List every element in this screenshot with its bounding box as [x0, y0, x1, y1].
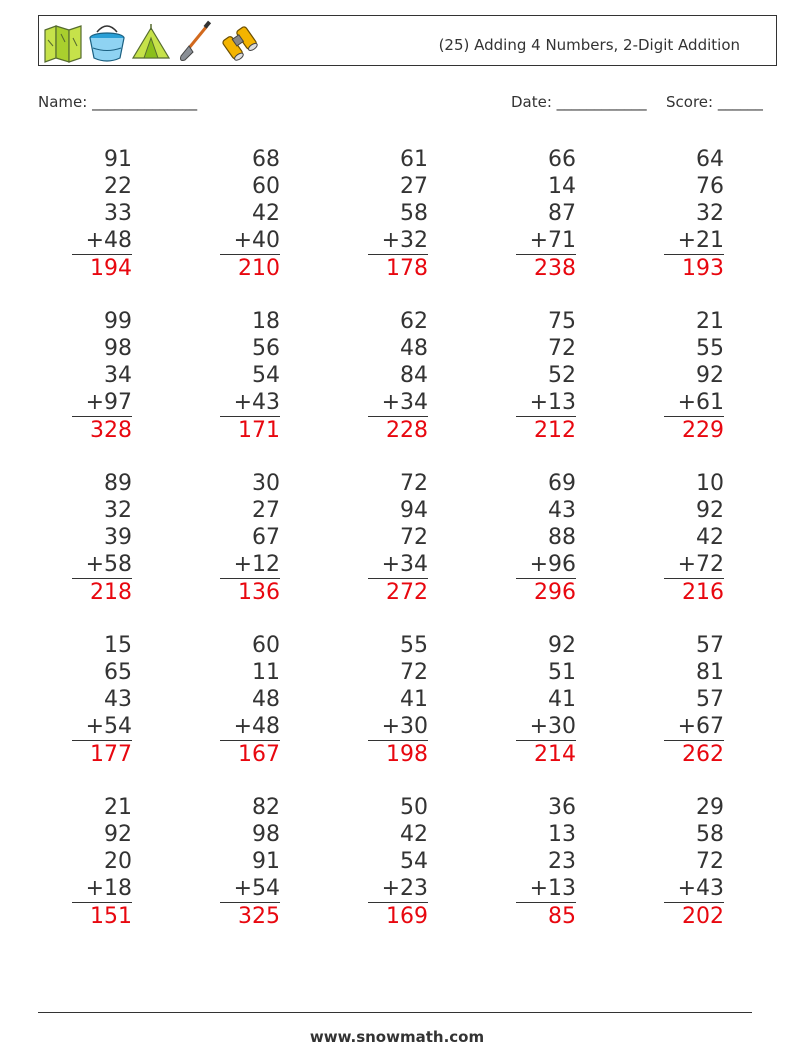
addend-4: +67	[664, 713, 724, 741]
addend-1: 75	[548, 309, 576, 334]
addend-1: 29	[696, 795, 724, 820]
addend-1: 18	[252, 309, 280, 334]
addend-2: 81	[696, 660, 724, 685]
answer: 238	[534, 256, 576, 281]
answer: 169	[386, 904, 428, 929]
addend-2: 43	[548, 498, 576, 523]
addend-2: 98	[104, 336, 132, 361]
addend-4: +30	[516, 713, 576, 741]
addend-2: 72	[400, 660, 428, 685]
addend-4: +21	[664, 227, 724, 255]
answer: 214	[534, 742, 576, 767]
addend-3: 72	[696, 849, 724, 874]
addend-2: 11	[252, 660, 280, 685]
addend-1: 68	[252, 147, 280, 172]
addition-problem	[516, 470, 576, 606]
answer: 210	[238, 256, 280, 281]
addend-3: 92	[696, 363, 724, 388]
addend-3: 91	[252, 849, 280, 874]
answer: 136	[238, 580, 280, 605]
addend-4: +18	[72, 875, 132, 903]
addend-2: 76	[696, 174, 724, 199]
addend-4: +48	[72, 227, 132, 255]
addend-3: 67	[252, 525, 280, 550]
addend-1: 99	[104, 309, 132, 334]
addend-2: 55	[696, 336, 724, 361]
addend-1: 21	[104, 795, 132, 820]
addend-1: 15	[104, 633, 132, 658]
answer: 202	[682, 904, 724, 929]
addition-problem	[368, 794, 428, 930]
addition-problem	[72, 632, 132, 768]
addend-3: 54	[252, 363, 280, 388]
footer-divider	[38, 1012, 752, 1013]
addend-2: 94	[400, 498, 428, 523]
addition-problem	[664, 632, 724, 768]
addend-2: 51	[548, 660, 576, 685]
addition-problem	[72, 794, 132, 930]
addend-1: 92	[548, 633, 576, 658]
addend-2: 22	[104, 174, 132, 199]
addend-1: 82	[252, 795, 280, 820]
addend-4: +34	[368, 551, 428, 579]
addition-problem	[664, 146, 724, 282]
addition-problem	[220, 470, 280, 606]
addend-4: +72	[664, 551, 724, 579]
score-field: Score: ______	[666, 93, 763, 111]
addend-3: 34	[104, 363, 132, 388]
addend-3: 23	[548, 849, 576, 874]
answer: 229	[682, 418, 724, 443]
addend-4: +40	[220, 227, 280, 255]
answer: 178	[386, 256, 428, 281]
tent-icon	[131, 20, 171, 64]
addend-1: 62	[400, 309, 428, 334]
addend-2: 92	[104, 822, 132, 847]
addend-3: 33	[104, 201, 132, 226]
addition-problem	[220, 146, 280, 282]
answer: 177	[90, 742, 132, 767]
addition-problem	[516, 146, 576, 282]
answer: 212	[534, 418, 576, 443]
addend-3: 87	[548, 201, 576, 226]
answer: 151	[90, 904, 132, 929]
addend-1: 36	[548, 795, 576, 820]
addend-2: 13	[548, 822, 576, 847]
addend-4: +71	[516, 227, 576, 255]
addend-3: 32	[696, 201, 724, 226]
answer: 167	[238, 742, 280, 767]
addend-3: 52	[548, 363, 576, 388]
addend-1: 61	[400, 147, 428, 172]
addition-problem	[516, 632, 576, 768]
addend-4: +30	[368, 713, 428, 741]
addend-3: 43	[104, 687, 132, 712]
addend-3: 42	[252, 201, 280, 226]
addition-problem	[664, 470, 724, 606]
addend-2: 60	[252, 174, 280, 199]
bucket-icon	[87, 20, 127, 64]
addend-4: +13	[516, 389, 576, 417]
addend-2: 58	[696, 822, 724, 847]
addend-2: 65	[104, 660, 132, 685]
answer: 296	[534, 580, 576, 605]
addend-4: +96	[516, 551, 576, 579]
header-icons	[43, 20, 259, 64]
addend-1: 30	[252, 471, 280, 496]
addition-problem	[664, 308, 724, 444]
addend-2: 27	[252, 498, 280, 523]
answer: 218	[90, 580, 132, 605]
addend-3: 41	[400, 687, 428, 712]
addend-2: 14	[548, 174, 576, 199]
addend-1: 57	[696, 633, 724, 658]
addition-problem	[516, 794, 576, 930]
addend-2: 48	[400, 336, 428, 361]
addend-1: 89	[104, 471, 132, 496]
addition-problem	[220, 308, 280, 444]
addend-3: 42	[696, 525, 724, 550]
addend-2: 42	[400, 822, 428, 847]
addend-1: 55	[400, 633, 428, 658]
name-field: Name: ______________	[38, 93, 198, 111]
addend-1: 91	[104, 147, 132, 172]
addend-1: 60	[252, 633, 280, 658]
addend-4: +34	[368, 389, 428, 417]
addend-1: 10	[696, 471, 724, 496]
addition-problem	[664, 794, 724, 930]
addend-4: +61	[664, 389, 724, 417]
answer: 194	[90, 256, 132, 281]
addend-2: 92	[696, 498, 724, 523]
addend-4: +43	[664, 875, 724, 903]
addition-problem	[72, 308, 132, 444]
addend-2: 27	[400, 174, 428, 199]
addend-1: 21	[696, 309, 724, 334]
addend-1: 50	[400, 795, 428, 820]
answer: 328	[90, 418, 132, 443]
answer: 262	[682, 742, 724, 767]
worksheet-title: (25) Adding 4 Numbers, 2-Digit Addition	[438, 36, 740, 54]
addend-4: +58	[72, 551, 132, 579]
addend-3: 54	[400, 849, 428, 874]
addition-problem	[368, 632, 428, 768]
answer: 228	[386, 418, 428, 443]
addend-4: +23	[368, 875, 428, 903]
addition-problem	[72, 470, 132, 606]
answer: 193	[682, 256, 724, 281]
addend-3: 72	[400, 525, 428, 550]
map-icon	[43, 20, 83, 64]
addend-4: +97	[72, 389, 132, 417]
date-field: Date: ____________	[511, 93, 647, 111]
addend-2: 98	[252, 822, 280, 847]
binoculars-icon	[219, 20, 259, 64]
addend-3: 58	[400, 201, 428, 226]
footer-site: www.snowmath.com	[309, 1028, 485, 1046]
addend-3: 41	[548, 687, 576, 712]
addend-1: 72	[400, 471, 428, 496]
shovel-icon	[175, 20, 215, 64]
addend-4: +54	[220, 875, 280, 903]
addition-problem	[220, 632, 280, 768]
addend-4: +32	[368, 227, 428, 255]
addend-4: +12	[220, 551, 280, 579]
addend-2: 72	[548, 336, 576, 361]
addition-problem	[368, 146, 428, 282]
addend-3: 39	[104, 525, 132, 550]
answer: 216	[682, 580, 724, 605]
addend-3: 48	[252, 687, 280, 712]
addend-4: +13	[516, 875, 576, 903]
addition-problem	[368, 308, 428, 444]
addend-1: 66	[548, 147, 576, 172]
addition-problem	[368, 470, 428, 606]
addend-2: 32	[104, 498, 132, 523]
addition-problem	[516, 308, 576, 444]
addend-4: +48	[220, 713, 280, 741]
addend-1: 64	[696, 147, 724, 172]
addition-problem	[220, 794, 280, 930]
worksheet-header	[38, 15, 777, 66]
addition-problem	[72, 146, 132, 282]
answer: 272	[386, 580, 428, 605]
addend-4: +43	[220, 389, 280, 417]
addend-4: +54	[72, 713, 132, 741]
addend-3: 88	[548, 525, 576, 550]
addend-1: 69	[548, 471, 576, 496]
addend-2: 56	[252, 336, 280, 361]
answer: 198	[386, 742, 428, 767]
answer: 325	[238, 904, 280, 929]
answer: 171	[238, 418, 280, 443]
addend-3: 20	[104, 849, 132, 874]
addend-3: 57	[696, 687, 724, 712]
answer: 85	[548, 904, 576, 929]
addend-3: 84	[400, 363, 428, 388]
